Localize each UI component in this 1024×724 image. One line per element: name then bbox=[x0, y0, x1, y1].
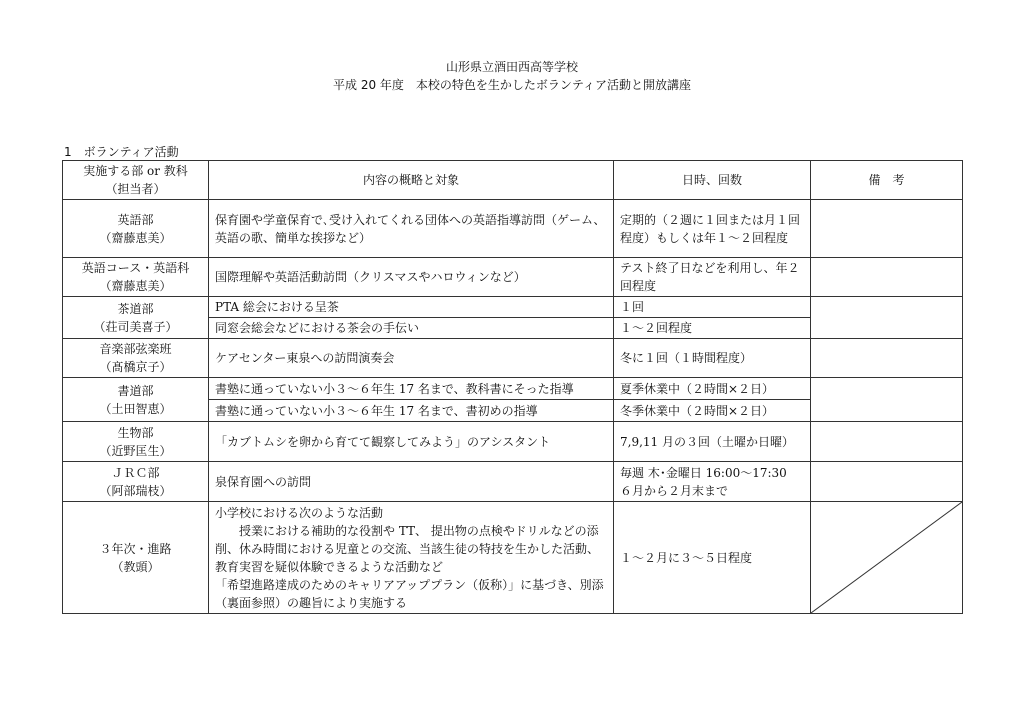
remarks-cell bbox=[811, 339, 963, 378]
table-row bbox=[63, 339, 963, 378]
dept-person: （教頭） bbox=[111, 559, 160, 574]
content-line: 授業における補助的な役割や TT、 提出物の点検やドリルなどの添削、休み時間における児童との交流、当該生徒の特技を生かした活動、教育実習を疑似体験できるような活動など bbox=[215, 523, 600, 574]
schedule-cell: 7,9,11 月の３回（土曜か日曜） bbox=[614, 422, 811, 462]
schedule-cell: １～２回程度 bbox=[614, 318, 811, 339]
header-schedule: 日時、回数 bbox=[614, 161, 811, 200]
table-row bbox=[63, 378, 963, 400]
table-row bbox=[63, 502, 963, 614]
content-cell: 保育園や学童保育で､受け入れてくれる団体への英語指導訪問（ゲーム、英語の歌、簡単な挨拶など） bbox=[209, 200, 614, 258]
section-heading: 1 ボランティア活動 bbox=[64, 145, 179, 159]
table-row bbox=[63, 297, 963, 318]
dept-name: 茶道部 bbox=[117, 301, 154, 316]
schedule-line: ６月から２月末まで bbox=[620, 483, 729, 498]
dept-name: 英語コース・英語科 bbox=[81, 261, 190, 275]
remarks-cell bbox=[811, 200, 963, 258]
school-name: 山形県立酒田西高等学校 bbox=[445, 60, 578, 74]
content-cell: 国際理解や英語活動訪問（クリスマスやハロウィンなど） bbox=[209, 258, 614, 297]
content-cell bbox=[209, 502, 614, 614]
dept-cell bbox=[63, 502, 209, 614]
dept-person: （齋藤恵美） bbox=[99, 230, 172, 245]
header-remarks: 備 考 bbox=[811, 161, 963, 200]
dept-cell bbox=[63, 297, 209, 339]
schedule-line: 毎週 木･金曜日 16:00～17:30 bbox=[620, 465, 787, 480]
dept-cell bbox=[63, 422, 209, 462]
dept-cell bbox=[63, 339, 209, 378]
remarks-cell bbox=[811, 502, 963, 614]
table-header-row bbox=[63, 161, 963, 200]
header-person-label: （担当者） bbox=[105, 182, 166, 196]
dept-name: ＪＲＣ部 bbox=[111, 465, 160, 480]
remarks-cell bbox=[811, 422, 963, 462]
content-cell: 「カブトムシを卵から育てて観察してみよう」のアシスタント bbox=[209, 422, 614, 462]
dept-cell bbox=[63, 462, 209, 502]
content-cell: 泉保育園への訪問 bbox=[209, 462, 614, 502]
dept-cell bbox=[63, 258, 209, 297]
schedule-cell: 冬季休業中（２時間×２日） bbox=[614, 400, 811, 422]
remarks-cell bbox=[811, 378, 963, 422]
content-cell: 同窓会総会などにおける茶会の手伝い bbox=[209, 318, 614, 339]
dept-person: （髙橋京子） bbox=[99, 360, 172, 374]
dept-person: （齋藤恵美） bbox=[99, 279, 172, 293]
content-line: 小学校における次のような活動 bbox=[215, 505, 384, 520]
schedule-cell: １～２月に３～５日程度 bbox=[614, 502, 811, 614]
content-cell: PTA 総会における呈茶 bbox=[209, 297, 614, 318]
schedule-cell: 夏季休業中（２時間×２日） bbox=[614, 378, 811, 400]
dept-name: 音楽部弦楽班 bbox=[99, 342, 172, 356]
remarks-cell bbox=[811, 258, 963, 297]
table-row bbox=[63, 422, 963, 462]
schedule-cell: １回 bbox=[614, 297, 811, 318]
dept-person: （土田智恵） bbox=[99, 401, 172, 416]
schedule-cell: テスト終了日などを利用し、年２回程度 bbox=[614, 258, 811, 297]
schedule-cell: 冬に１回（１時間程度） bbox=[614, 339, 811, 378]
schedule-cell: 定期的（２週に１回または月１回程度）もしくは年１～２回程度 bbox=[614, 200, 811, 258]
table-row bbox=[63, 462, 963, 502]
dept-cell bbox=[63, 200, 209, 258]
header-dept bbox=[63, 161, 209, 200]
header-dept-label: 実施する部 or 教科 bbox=[83, 164, 188, 178]
header-content: 内容の概略と対象 bbox=[209, 161, 614, 200]
dept-person: （近野匡生） bbox=[99, 443, 172, 458]
dept-name: ３年次・進路 bbox=[99, 541, 172, 556]
schedule-cell bbox=[614, 462, 811, 502]
diagonal-slash bbox=[811, 502, 962, 613]
dept-cell bbox=[63, 378, 209, 422]
table-row bbox=[63, 200, 963, 258]
dept-name: 生物部 bbox=[117, 425, 154, 440]
content-cell: 書塾に通っていない小３～６年生 17 名まで、教科書にそった指導 bbox=[209, 378, 614, 400]
table-row bbox=[63, 258, 963, 297]
dept-name: 英語部 bbox=[117, 212, 154, 227]
content-cell: 書塾に通っていない小３～６年生 17 名まで、書初めの指導 bbox=[209, 400, 614, 422]
dept-name: 書道部 bbox=[117, 383, 154, 398]
remarks-cell bbox=[811, 297, 963, 339]
dept-person: （阿部瑞枝） bbox=[99, 483, 172, 498]
dept-person: （荘司美喜子） bbox=[93, 319, 178, 334]
document-title: 平成 20 年度 本校の特色を生かしたボランティア活動と開放講座 bbox=[333, 78, 691, 92]
content-cell: ケアセンター東泉への訪問演奏会 bbox=[209, 339, 614, 378]
content-line: 「希望進路達成のためのキャリアアッププラン（仮称）」に基づき、別添（裏面参照）の趣旨により実施する bbox=[215, 577, 604, 610]
volunteer-table bbox=[62, 160, 963, 614]
remarks-cell bbox=[811, 462, 963, 502]
